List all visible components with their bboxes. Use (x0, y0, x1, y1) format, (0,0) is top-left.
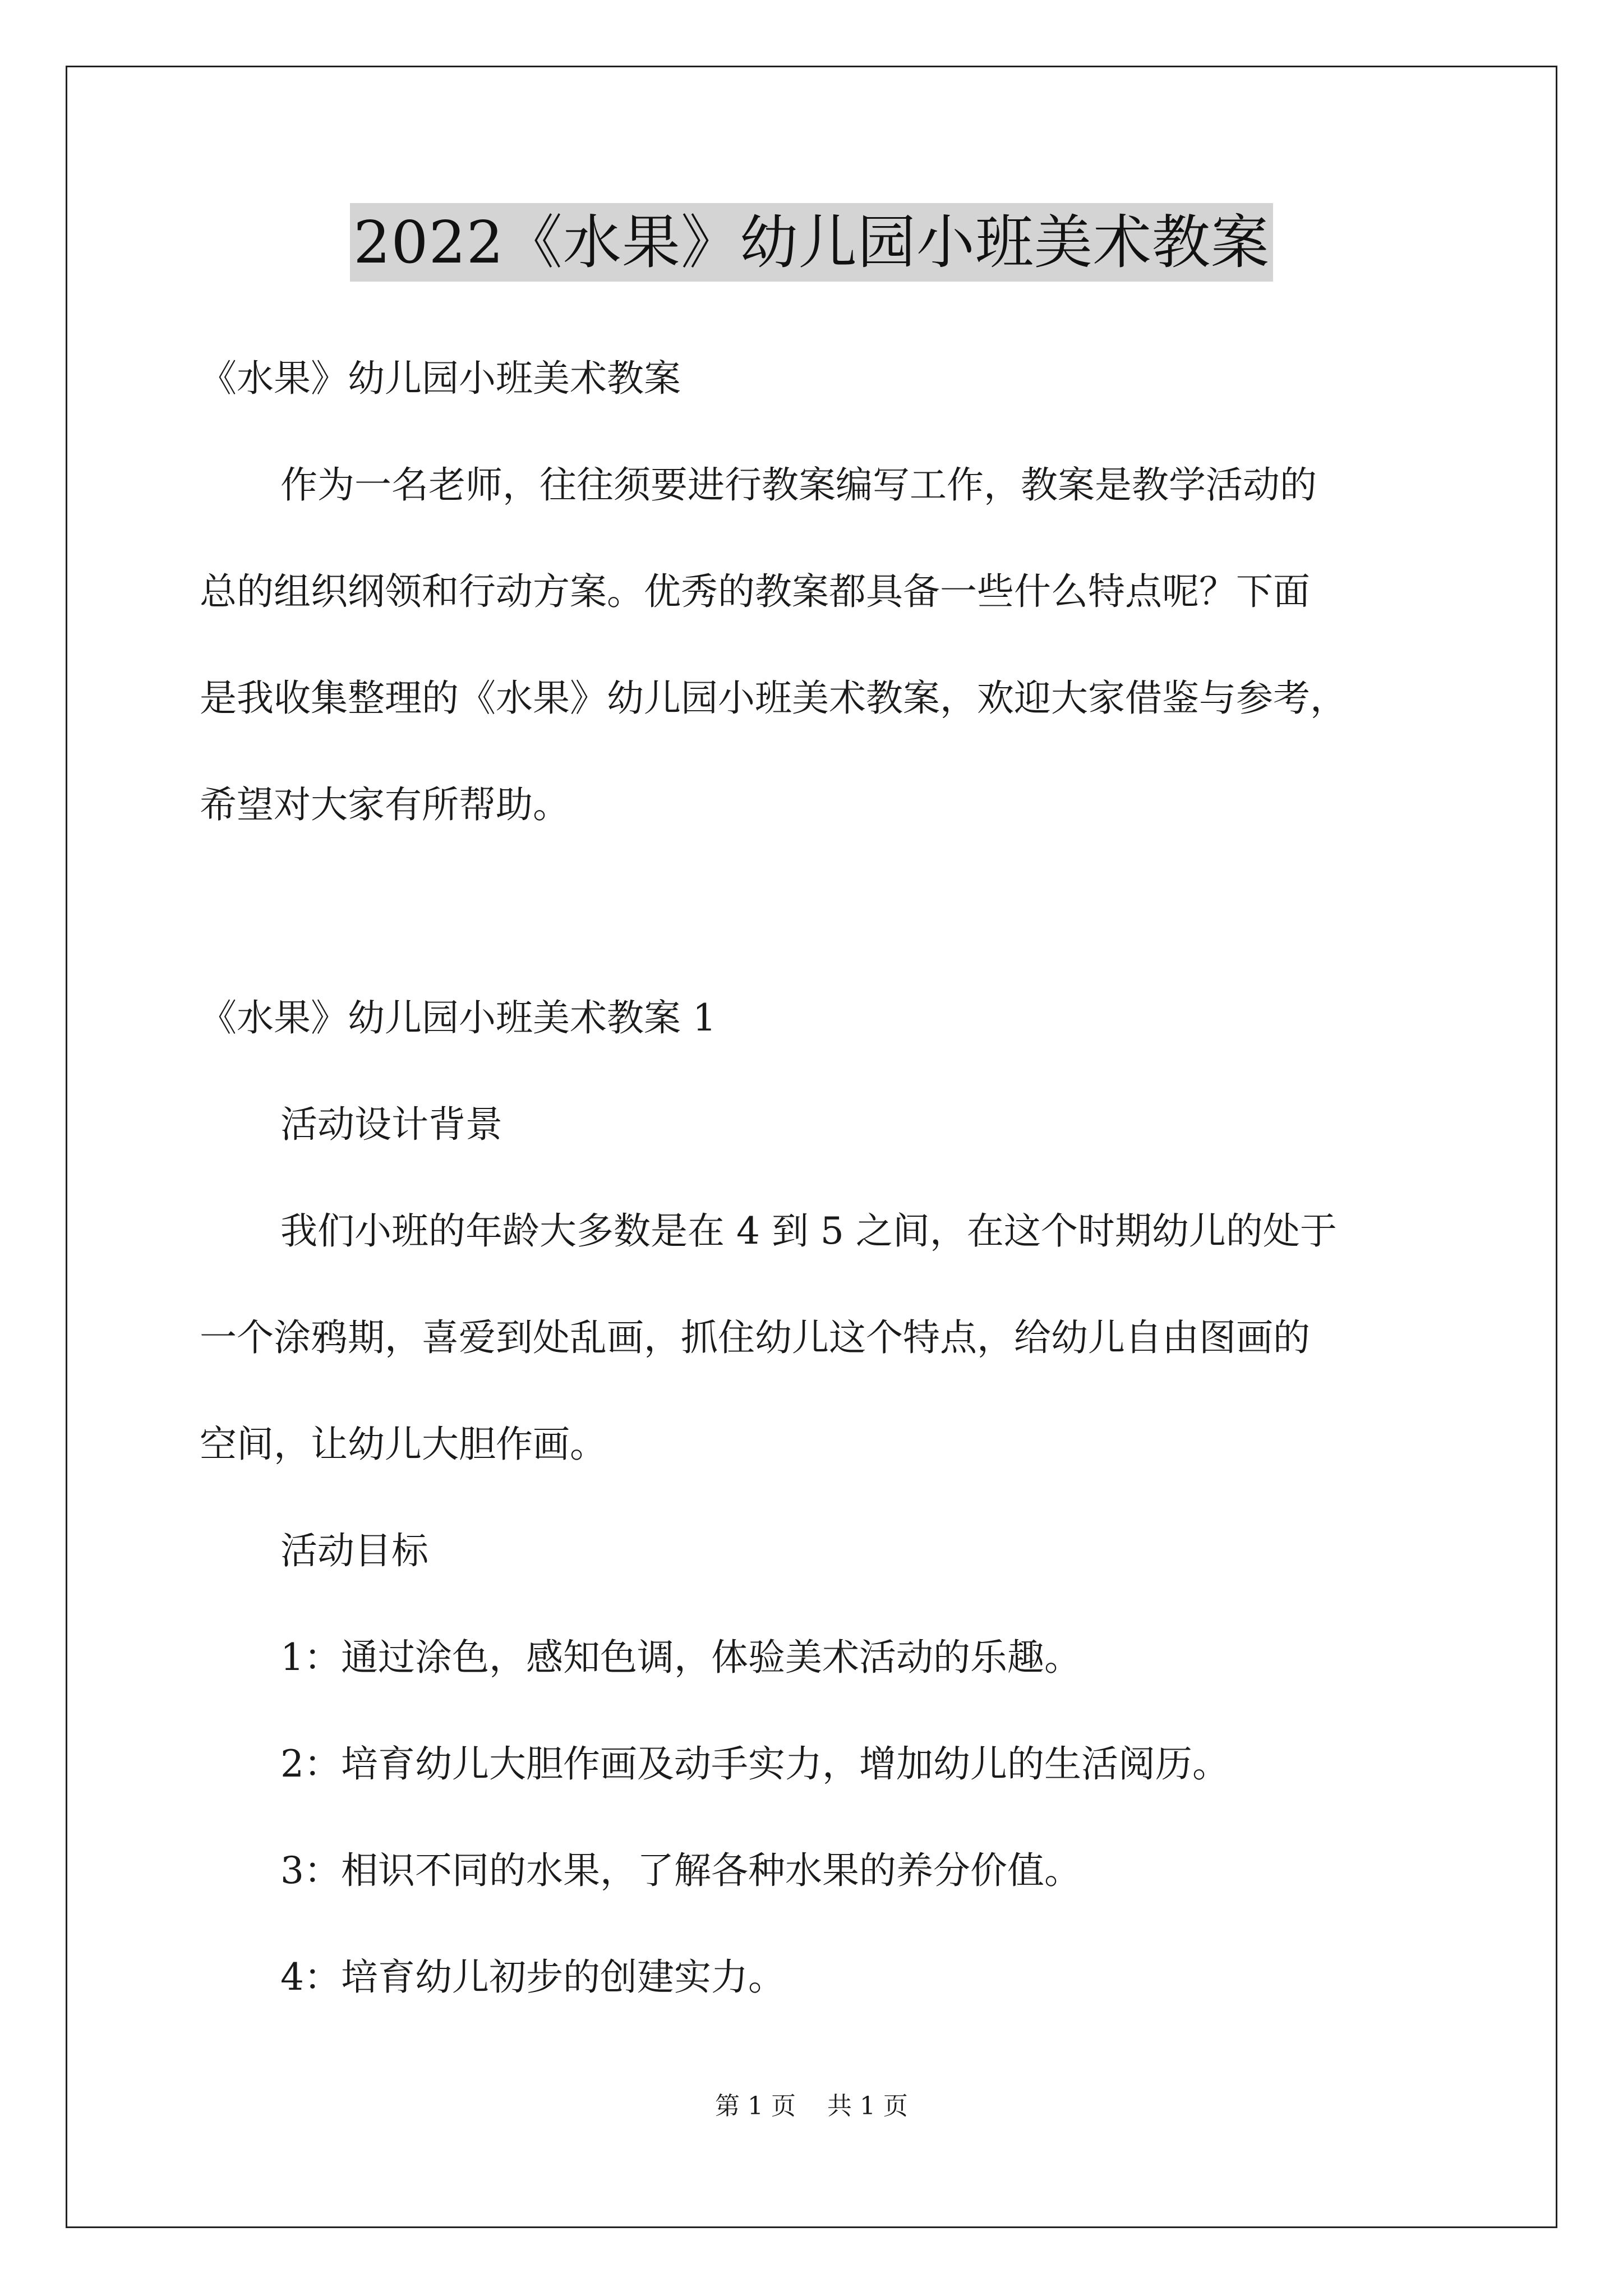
goal-item-4: 4：培育幼儿初步的创建实力。 (280, 1955, 785, 1999)
document-title: 2022《水果》幼儿园小班美术教案 (350, 203, 1273, 282)
goal-item-1: 1：通过涂色，感知色调，体验美术活动的乐趣。 (280, 1636, 1081, 1679)
page-number-footer: 第 1 页 共 1 页 (715, 2092, 908, 2120)
intro-line-3: 是我收集整理的《水果》幼儿园小班美术教案，欢迎大家借鉴与参考， (200, 677, 1347, 720)
intro-line-1: 作为一名老师，往往须要进行教案编写工作，教案是教学活动的 (280, 463, 1317, 507)
background-line-1: 我们小班的年龄大多数是在 4 到 5 之间，在这个时期幼儿的处于 (280, 1209, 1337, 1253)
subtitle: 《水果》幼儿园小班美术教案 (200, 357, 681, 400)
goal-item-3: 3：相识不同的水果，了解各种水果的养分价值。 (280, 1849, 1081, 1892)
goals-heading: 活动目标 (280, 1529, 428, 1572)
intro-line-4: 希望对大家有所帮助。 (200, 783, 570, 826)
background-line-2: 一个涂鸦期，喜爱到处乱画，抓住幼儿这个特点，给幼儿自由图画的 (200, 1316, 1310, 1359)
background-line-3: 空间，让幼儿大胆作画。 (200, 1423, 607, 1466)
background-heading: 活动设计背景 (280, 1103, 502, 1146)
section-heading: 《水果》幼儿园小班美术教案 1 (200, 996, 716, 1039)
intro-line-2: 总的组织纲领和行动方案。优秀的教案都具备一些什么特点呢？下面 (200, 570, 1310, 613)
goal-item-2: 2：培育幼儿大胆作画及动手实力，增加幼儿的生活阅历。 (280, 1742, 1229, 1786)
title-container (0, 203, 1623, 282)
